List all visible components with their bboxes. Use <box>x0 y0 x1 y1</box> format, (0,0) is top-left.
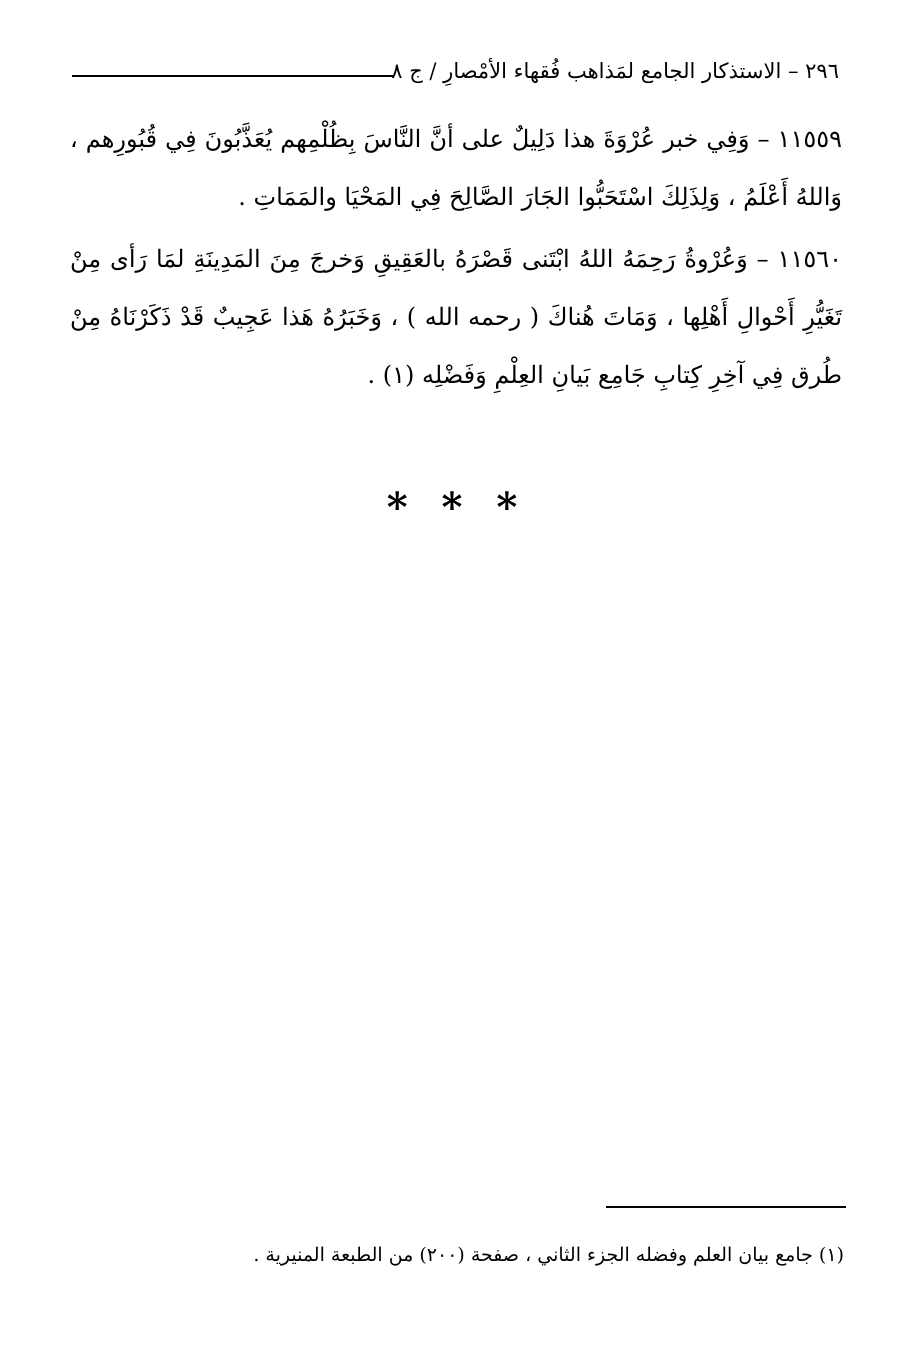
main-text <box>70 110 842 404</box>
footnote-rule <box>606 1206 846 1208</box>
paragraph-11559: ١١٥٥٩ – وَفِي خبر عُرْوَةَ هذا دَلِيلٌ على أنَّ النَّاسَ بِظُلْمِهم يُعَذَّبُونَ فِي قُبُورِهم ، وَاللهُ أَعْلَمُ ، وَلِذَلِكَ اسْتَحَبُّوا الجَارَ الصَّالِحَ فِي المَحْيَا والمَمَاتِ . <box>70 125 842 211</box>
running-header: ٢٩٦ – الاستذكار الجامع لمَذاهب فُقهاء الأمْصارِ / ج ٨ <box>391 59 839 83</box>
paragraph-11560: ١١٥٦٠ – وَعُرْوةُ رَحِمَهُ اللهُ ابْتَنى قَصْرَهُ بالعَقِيقِ وَخرجَ مِنَ المَدِينَةِ لمَا رَأى مِنْ تَغَيُّرِ أَحْوالِ أَهْلِها ، وَمَاتَ هُناكَ ( رحمه الله ) ، وَخَبَرُهُ هَذا عَجِيبٌ قَدْ ذَكَرْنَاهُ مِنْ طُرق فِي آخِرِ كِتابِ جَامِع بَيانِ العِلْمِ وَفَضْلِه (١) . <box>70 245 842 389</box>
footnote: (١) جامع بيان العلم وفضله الجزء الثاني ، صفحة (٢٠٠) من الطبعة المنيرية . <box>253 1244 844 1266</box>
header-rule <box>72 75 394 77</box>
section-separator: * * * <box>386 484 528 531</box>
